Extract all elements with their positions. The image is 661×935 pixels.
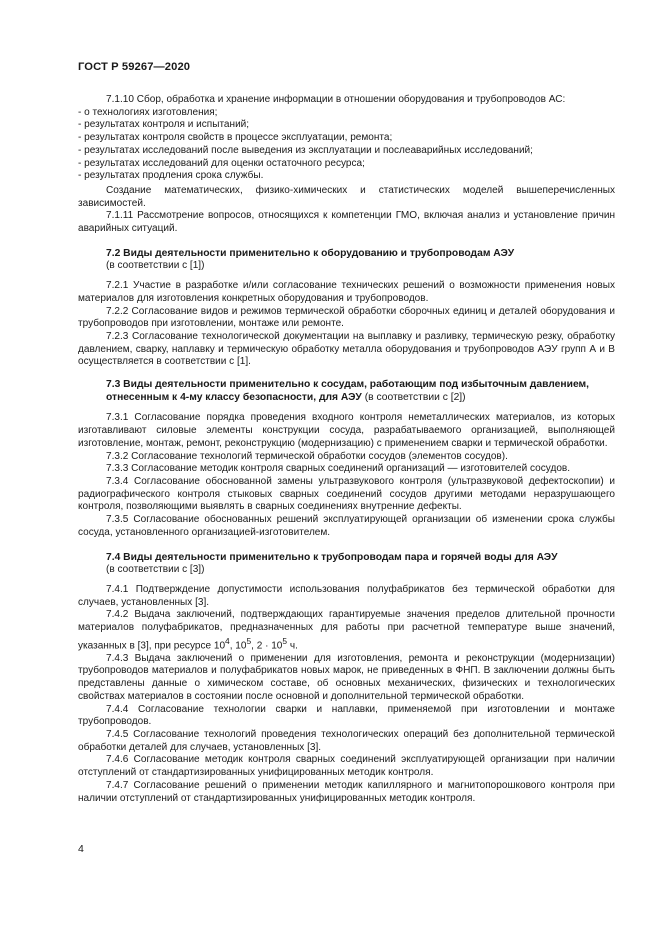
exponent: 5 [282, 635, 288, 646]
paragraph-7-4-4: 7.4.4 Согласование технологии сварки и наплавки, применяемой при изготовлении и монтаже трубопроводов. [78, 703, 615, 728]
list-item: - результатах контроля и испытаний; [78, 119, 250, 131]
exponent: 4 [225, 635, 230, 646]
paragraph-7-2-2: 7.2.2 Согласование видов и режимов термической обработки сборочных единиц и деталей оборудования и трубопроводов при изготовлении, монтаже или ремонте. [78, 305, 615, 330]
paragraph-7-4-2-text: ч. [287, 640, 298, 652]
list-item: - результатах контроля свойств в процессе эксплуатации, ремонта; [78, 132, 393, 144]
paragraph-7-2-3: 7.2.3 Согласование технологической документации на выплавку и разливку, термическую резку, обработку давлением, сварку, наплавку и термическую обработку металла оборудования и трубопроводов АЭУ групп А и В осуществляется в соответствии с [1]. [78, 330, 615, 368]
section-ref-7-4: (в соответствии с [3]) [106, 564, 205, 576]
section-heading-7-3-text: 7.3 Виды деятельности применительно к сосудам, работающим под избыточным давлением, отнесенным к 4-му классу безопасности, для АЭУ [106, 379, 590, 403]
paragraph-7-3-4: 7.3.4 Согласование обоснованной замены ультразвукового контроля (ультразвуковой дефектоскопии) и радиографического контроля стыковых сварных соединений сосудов другими методами неразрушающего контроля, позволяющими выявлять в сварных соединениях внутренние дефекты. [78, 475, 615, 513]
paragraph-7-3-5: 7.3.5 Согласование обоснованных решений эксплуатирующей организации об изменении срока службы сосуда, установленного организацией-изготовителем. [78, 514, 615, 538]
paragraph-7-4-5: 7.4.5 Согласование технологий проведения технологических операций без дополнительной термической обработки деталей для случаев, установленных [3]. [78, 728, 615, 753]
list-item: - результатах исследований для оценки остаточного ресурса; [78, 157, 365, 169]
paragraph-7-4-6: 7.4.6 Согласование методик контроля сварных соединений эксплуатирующей организации при наличии отступлений от стандартизированных унифицированных методик контроля. [78, 754, 615, 779]
paragraph-7-2-1: 7.2.1 Участие в разработке и/или согласование технических решений о возможности применения новых материалов для изготовления конкретных оборудования и трубопроводов. [78, 280, 615, 304]
list-item: - результатах исследований после выведения из эксплуатации и послеаварийных исследований; [78, 144, 533, 156]
paragraph-7-4-2-text: , 2 · 10 [251, 640, 283, 652]
list-item: - о технологиях изготовления; [78, 106, 218, 118]
paragraph-7-1-11: 7.1.11 Рассмотрение вопросов, относящихся к компетенции ГМО, включая анализ и установление причин аварийных ситуаций. [78, 210, 615, 235]
paragraph-7-4-1: 7.4.1 Подтверждение допустимости использования полуфабрикатов без термической обработки для случаев, установленных [3]. [78, 583, 615, 608]
list-item: - результатах продления срока службы. [78, 170, 264, 182]
paragraph-7-4-7: 7.4.7 Согласование решений о применении методик капиллярного и магнитопорошкового контроля при наличии отступлений от стандартизированных унифицированных методик контроля. [78, 779, 615, 804]
section-heading-7-3 [78, 379, 615, 404]
page-number: 4 [78, 843, 84, 855]
section-ref-7-3: (в соответствии с [2]) [361, 391, 466, 403]
exponent: 5 [246, 635, 252, 646]
document-header: ГОСТ Р 59267—2020 [78, 61, 191, 73]
paragraph-7-4-3: 7.4.3 Выдача заключений о применении для изготовления, ремонта и реконструкции (модернизации) трубопроводов материалов и полуфабрикатов новых марок, не приведенных в ФНП. В заключении должны быть представлены данные о химическом составе, об основных механических, физических и технологических свойствах материалов в состоянии после основной и дополнительной термической обработки. [78, 652, 615, 702]
paragraph-7-1-10-closing: Создание математических, физико-химических и статистических моделей вышеперечисленных зависимостей. [78, 184, 615, 209]
paragraph-7-4-2 [78, 609, 615, 652]
document-body [78, 94, 615, 805]
paragraph-7-3-3: 7.3.3 Согласование методик контроля сварных соединений организаций — изготовителей сосудов. [106, 463, 571, 475]
paragraph-7-3-1: 7.3.1 Согласование порядка проведения входного контроля неметаллических материалов, из которых изготавливают силовые элементы конструкции сосуда, разрабатываемого организацией, выполняющей изготовление, монтаж, ремонт, реконструкцию (модернизацию) с применением сварки и термической обработки. [78, 412, 615, 449]
paragraph-7-3-2: 7.3.2 Согласование технологий термической обработки сосудов (элементов сосудов). [106, 450, 508, 462]
paragraph-7-4-2-text: , 10 [229, 640, 247, 652]
paragraph-7-1-10: 7.1.10 Сбор, обработка и хранение информации в отношении оборудования и трубопроводов АС: [106, 94, 566, 105]
paragraph-7-4-2-text: 7.4.2 Выдача заключений, подтверждающих гарантируемые значения пределов длительной прочности материалов полуфабрикатов, предназначенных для работы при расчетной температуре выше значений, указанных в [3], при ресурсе 10 [78, 609, 615, 652]
section-heading-7-2: 7.2 Виды деятельности применительно к оборудованию и трубопроводам АЭУ [106, 247, 515, 259]
section-ref-7-2: (в соответствии с [1]) [106, 260, 205, 272]
section-heading-7-4: 7.4 Виды деятельности применительно к трубопроводам пара и горячей воды для АЭУ [106, 551, 558, 563]
